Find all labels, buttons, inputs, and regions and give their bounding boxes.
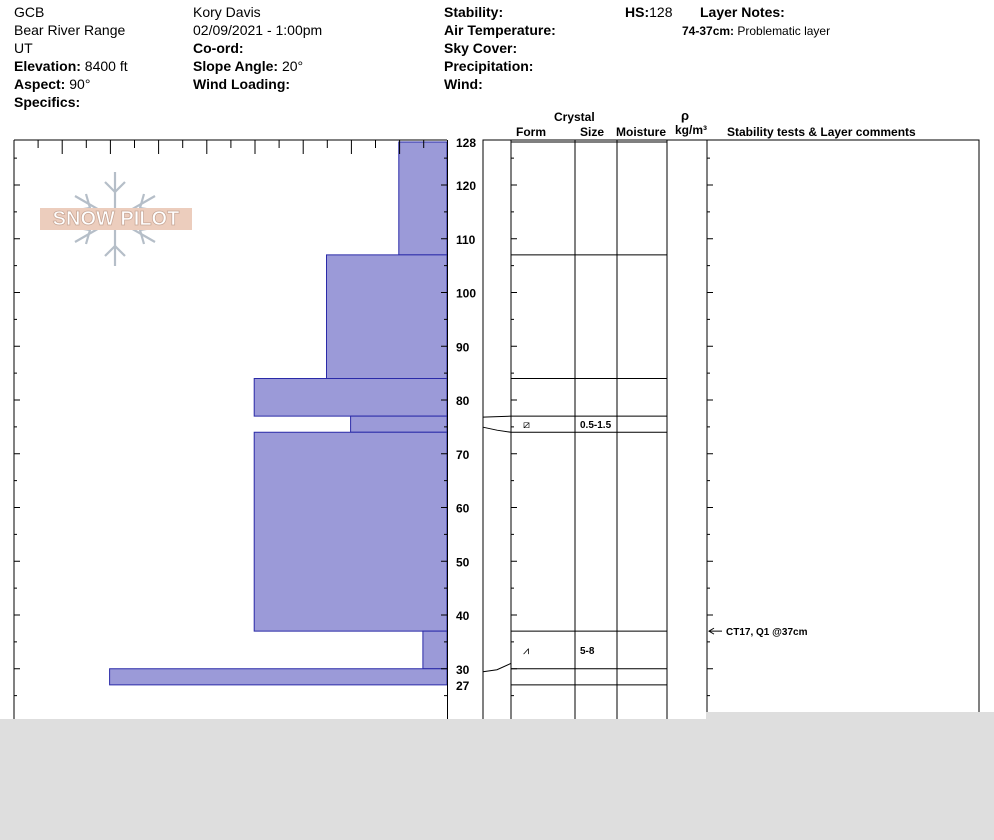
elevation-value: 8400 ft	[84, 58, 128, 74]
observer-group: GCB	[14, 4, 45, 20]
snow-pilot-watermark	[40, 172, 192, 266]
crystal-form-icon: ⧄	[523, 418, 530, 432]
specifics-label: Specifics:	[14, 94, 81, 110]
depth-label: 50	[456, 555, 470, 570]
range-name: Bear River Range	[14, 22, 126, 38]
datetime: 02/09/2021 - 1:00pm	[193, 22, 323, 38]
layer-note-range: 74-37cm:	[682, 24, 735, 38]
depth-label: 110	[456, 232, 476, 247]
stability-comment: CT17, Q1 @37cm	[726, 627, 808, 639]
elevation-label: Elevation:	[14, 58, 81, 74]
coord-label: Co-ord:	[193, 40, 244, 56]
hardness-bar	[327, 255, 448, 379]
crystal-rows	[523, 418, 612, 657]
hs-label: HS:	[625, 4, 650, 20]
rho-header: ρ	[681, 108, 690, 123]
viewport-mask-edge	[706, 712, 994, 720]
hardness-bar	[423, 631, 447, 669]
depth-label: 120	[456, 179, 477, 193]
layer-note-text: Problematic layer	[737, 24, 831, 38]
stability-label: Stability:	[444, 4, 504, 20]
wind-loading-label: Wind Loading:	[193, 76, 291, 92]
stability-comments	[709, 627, 808, 638]
stability-header: Stability tests & Layer comments	[727, 125, 916, 139]
state: UT	[14, 40, 33, 56]
size-header: Size	[580, 125, 605, 139]
viewport-mask	[0, 719, 994, 840]
moisture-header: Moisture	[616, 125, 667, 139]
layer-notes-label: Layer Notes:	[700, 4, 785, 20]
depth-label: 128	[456, 136, 477, 150]
aspect-value: 90°	[69, 76, 91, 92]
hardness-bar	[351, 416, 447, 432]
watermark-text: SNOW PILOT	[52, 208, 180, 230]
wind-label: Wind:	[444, 76, 483, 92]
depth-label: 27	[456, 678, 470, 693]
precip-label: Precipitation:	[444, 58, 534, 74]
hardness-bar	[254, 379, 447, 417]
depth-label: 60	[456, 501, 470, 516]
crystal-header: Crystal	[554, 110, 595, 124]
hs-value: 128	[649, 4, 673, 20]
layer-connector	[483, 416, 511, 417]
air-temp-label: Air Temperature:	[444, 22, 556, 38]
slope-value: 20°	[281, 58, 304, 74]
slope-label: Slope Angle:	[193, 58, 279, 74]
depth-label: 90	[456, 340, 470, 355]
sky-cover-label: Sky Cover:	[444, 40, 518, 56]
observer: Kory Davis	[193, 4, 261, 20]
hardness-bar	[254, 432, 447, 631]
crystal-size: 5-8	[580, 645, 595, 657]
depth-label: 70	[456, 447, 470, 462]
hardness-bar	[399, 142, 447, 255]
layer-connector	[483, 427, 511, 432]
aspect-label: Aspect:	[14, 76, 66, 92]
y-axis-labels	[456, 136, 476, 693]
density-unit-header: kg/m³	[675, 123, 708, 137]
hardness-bar	[110, 669, 447, 685]
depth-label: 40	[456, 609, 470, 623]
form-header: Form	[516, 125, 546, 139]
layer-connector	[483, 663, 511, 671]
crystal-size: 0.5-1.5	[580, 420, 612, 432]
depth-label: 30	[456, 662, 470, 677]
depth-label: 100	[456, 286, 477, 301]
crystal-form-icon: ⩘	[523, 643, 530, 657]
depth-label: 80	[456, 394, 470, 408]
